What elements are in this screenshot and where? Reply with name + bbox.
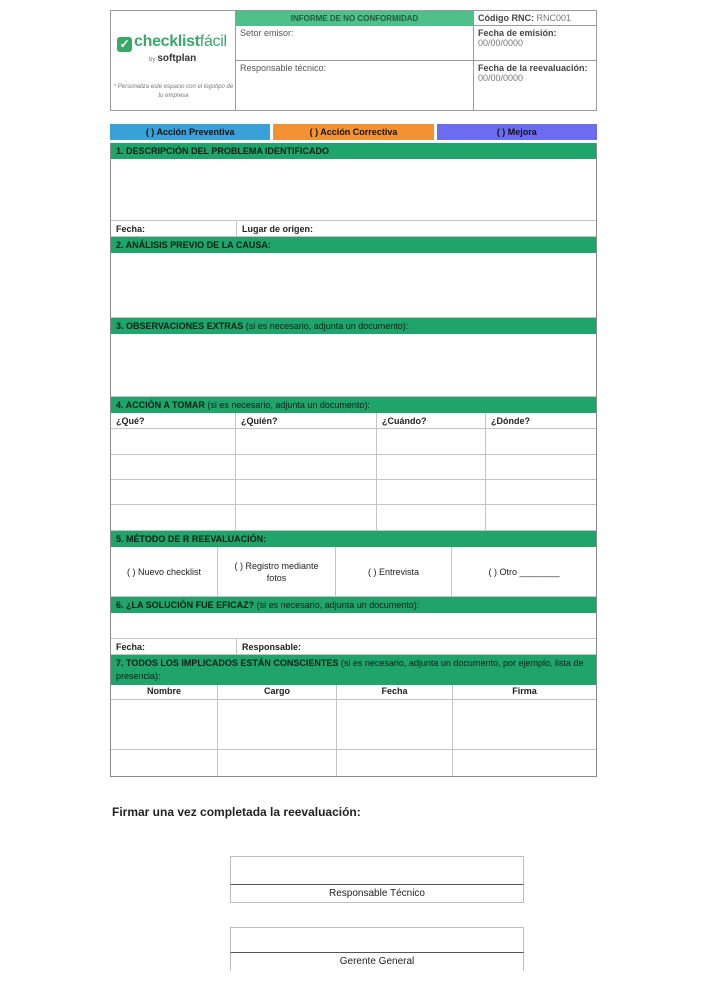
issuer-field[interactable]: Setor emisor: bbox=[236, 26, 473, 61]
date-field[interactable]: Fecha: bbox=[116, 224, 146, 234]
table-cell[interactable] bbox=[485, 429, 596, 454]
check-icon: ✓ bbox=[117, 37, 132, 52]
table-cell[interactable] bbox=[452, 750, 596, 776]
interview-option[interactable]: ( ) Entrevista bbox=[335, 547, 451, 596]
column-header: ¿Qué? bbox=[116, 416, 145, 426]
section-4-title: 4. ACCIÓN A TOMAR (si es necesario, adjunta un documento): bbox=[111, 397, 596, 413]
responsible-field[interactable]: Responsable: bbox=[236, 639, 596, 654]
section-1-footer bbox=[111, 221, 596, 237]
section-6-footer bbox=[111, 639, 596, 655]
section-6-title: 6. ¿LA SOLUCIÓN FUE EFICAZ? (si es necesario, adjunta un documento): bbox=[111, 597, 596, 613]
table-cell[interactable] bbox=[235, 429, 376, 454]
improvement-option[interactable]: ( ) Mejora bbox=[437, 124, 597, 140]
table-cell[interactable] bbox=[485, 505, 596, 530]
signature-label: Responsable Técnico bbox=[230, 885, 524, 903]
table-cell[interactable] bbox=[336, 750, 452, 776]
table-cell[interactable] bbox=[376, 455, 485, 479]
table-cell[interactable] bbox=[111, 750, 217, 776]
column-header: ¿Dónde? bbox=[485, 413, 596, 428]
table-cell[interactable] bbox=[376, 480, 485, 504]
rnc-code-field[interactable]: Código RNC: RNC001 bbox=[474, 11, 596, 26]
reevaluation-methods bbox=[111, 547, 596, 597]
table-cell[interactable] bbox=[111, 700, 217, 749]
column-header: ¿Quién? bbox=[235, 413, 376, 428]
signature-line[interactable] bbox=[230, 856, 524, 885]
new-checklist-option[interactable]: ( ) Nuevo checklist bbox=[126, 566, 202, 577]
form-header bbox=[110, 10, 597, 111]
table-cell[interactable] bbox=[111, 429, 235, 454]
technical-manager-field[interactable]: Responsable técnico: bbox=[240, 63, 327, 73]
origin-field[interactable]: Lugar de origen: bbox=[236, 221, 596, 236]
issue-date-field[interactable]: Fecha de emisión: 00/00/0000 bbox=[474, 26, 596, 61]
checklistfacil-logo: ✓ checklistfácil bbox=[117, 33, 227, 52]
preventive-action-option[interactable]: ( ) Acción Preventiva bbox=[110, 124, 270, 140]
table-cell[interactable] bbox=[485, 480, 596, 504]
photo-record-option[interactable]: ( ) Registro mediante fotos bbox=[217, 547, 335, 596]
table-cell[interactable] bbox=[235, 505, 376, 530]
table-row bbox=[111, 750, 596, 776]
column-header: Firma bbox=[452, 685, 596, 699]
table-cell[interactable] bbox=[376, 429, 485, 454]
header-middle bbox=[236, 11, 474, 110]
table-row bbox=[111, 700, 596, 750]
date-field[interactable]: Fecha: bbox=[116, 642, 146, 652]
column-header: Cargo bbox=[217, 685, 336, 699]
column-header: Fecha bbox=[336, 685, 452, 699]
softplan-logo: by softplan bbox=[149, 53, 197, 64]
signature-title: Firmar una vez completada la reevaluación: bbox=[112, 805, 361, 819]
section-7-title: 7. TODOS LOS IMPLICADOS ESTÁN CONSCIENTES (si es necesario, adjunta un documento, por ejemplo, lista de presencia): bbox=[111, 655, 596, 685]
technical-signature-block bbox=[230, 856, 524, 903]
corrective-action-option[interactable]: ( ) Acción Correctiva bbox=[273, 124, 433, 140]
logo-note: * Personaliza este espacio con el logotipo de tu empresa bbox=[113, 84, 234, 99]
report-title: INFORME DE NO CONFORMIDAD bbox=[236, 11, 473, 26]
table-row bbox=[111, 455, 596, 480]
section-1-title: 1. DESCRIPCIÓN DEL PROBLEMA IDENTIFICADO bbox=[111, 143, 596, 159]
table-cell[interactable] bbox=[217, 700, 336, 749]
form-body bbox=[110, 143, 597, 777]
table-row bbox=[111, 429, 596, 455]
table-cell[interactable] bbox=[111, 455, 235, 479]
table-cell[interactable] bbox=[217, 750, 336, 776]
cause-analysis-area[interactable] bbox=[111, 253, 596, 318]
table-cell[interactable] bbox=[485, 455, 596, 479]
column-header: ¿Cuándo? bbox=[376, 413, 485, 428]
signature-line[interactable] bbox=[230, 927, 524, 953]
table-row bbox=[111, 480, 596, 505]
table-cell[interactable] bbox=[111, 505, 235, 530]
extra-observations-area[interactable] bbox=[111, 334, 596, 397]
section-5-title: 5. MÉTODO DE R REEVALUACIÓN: bbox=[111, 531, 596, 547]
general-manager-signature-block bbox=[230, 927, 524, 971]
problem-description-area[interactable] bbox=[111, 159, 596, 221]
column-header: Nombre bbox=[146, 686, 181, 696]
attendees-table-header bbox=[111, 685, 596, 700]
reeval-date-field[interactable]: Fecha de la reevaluación: 00/00/0000 bbox=[478, 63, 588, 83]
effectiveness-area[interactable] bbox=[111, 613, 596, 639]
header-right bbox=[474, 11, 596, 110]
table-cell[interactable] bbox=[111, 480, 235, 504]
logo-area bbox=[111, 11, 236, 110]
section-2-title: 2. ANÁLISIS PREVIO DE LA CAUSA: bbox=[111, 237, 596, 253]
table-cell[interactable] bbox=[235, 455, 376, 479]
table-cell[interactable] bbox=[235, 480, 376, 504]
table-cell[interactable] bbox=[376, 505, 485, 530]
table-cell[interactable] bbox=[336, 700, 452, 749]
other-option[interactable]: ( ) Otro ________ bbox=[451, 547, 596, 596]
action-type-bar bbox=[110, 124, 597, 140]
action-table-header bbox=[111, 413, 596, 429]
signature-label: Gerente General bbox=[230, 953, 524, 971]
section-3-title: 3. OBSERVACIONES EXTRAS (si es necesario, adjunta un documento): bbox=[111, 318, 596, 334]
table-row bbox=[111, 505, 596, 531]
table-cell[interactable] bbox=[452, 700, 596, 749]
